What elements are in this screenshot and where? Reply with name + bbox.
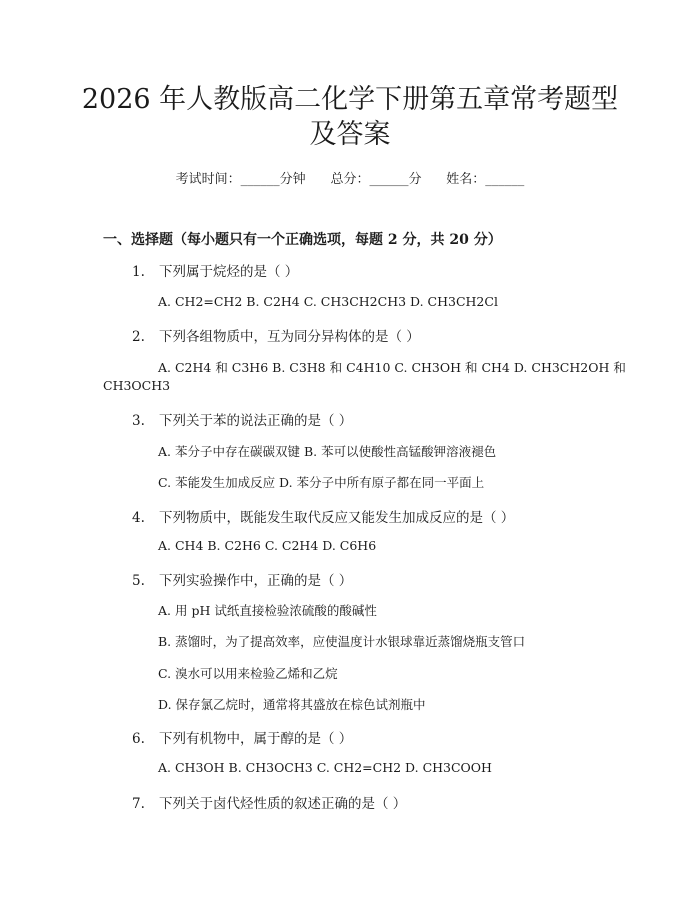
section-heading-multiple-choice: 一、选择题（每小题只有一个正确选项，每题 2 分，共 20 分） bbox=[103, 232, 502, 248]
page-title-line-1: 2026 年人教版高二化学下册第五章常考题型 bbox=[81, 84, 619, 115]
exam-time-field: 考试时间：______分钟 bbox=[175, 172, 306, 187]
question-number: 5. bbox=[132, 573, 145, 589]
question-number: 6. bbox=[132, 731, 145, 747]
exam-meta bbox=[0, 168, 700, 187]
question-5-option-d: D. 保存氯乙烷时，通常将其盛放在棕色试剂瓶中 bbox=[158, 697, 426, 712]
question-number: 4. bbox=[132, 510, 145, 526]
question-number: 1. bbox=[132, 264, 145, 280]
question-text: 下列实验操作中，正确的是（ ） bbox=[159, 573, 353, 589]
question-7 bbox=[132, 792, 406, 812]
question-5-option-c: C. 溴水可以用来检验乙烯和乙烷 bbox=[158, 666, 338, 681]
question-3-options-ab: A. 苯分子中存在碳碳双键 B. 苯可以使酸性高锰酸钾溶液褪色 bbox=[158, 444, 497, 459]
question-text: 下列关于苯的说法正确的是（ ） bbox=[159, 413, 353, 429]
question-2-options-continued: CH3OCH3 bbox=[103, 378, 171, 393]
question-3-options-cd: C. 苯能发生加成反应 D. 苯分子中所有原子都在同一平面上 bbox=[158, 475, 485, 490]
question-number: 7. bbox=[132, 796, 145, 812]
question-1-options: A. CH2=CH2 B. C2H4 C. CH3CH2CH3 D. CH3CH2Cl bbox=[158, 294, 498, 309]
question-text: 下列属于烷烃的是（ ） bbox=[159, 264, 299, 280]
question-2 bbox=[132, 325, 420, 345]
student-name-field: 姓名：______ bbox=[446, 172, 525, 187]
question-number: 3. bbox=[132, 413, 145, 429]
question-5 bbox=[132, 569, 352, 589]
question-text: 下列关于卤代烃性质的叙述正确的是（ ） bbox=[159, 796, 407, 812]
question-5-option-b: B. 蒸馏时，为了提高效率，应使温度计水银球靠近蒸馏烧瓶支管口 bbox=[158, 634, 526, 649]
question-text: 下列有机物中，属于醇的是（ ） bbox=[159, 731, 353, 747]
question-6-options: A. CH3OH B. CH3OCH3 C. CH2=CH2 D. CH3COOH bbox=[158, 760, 492, 775]
total-score-field: 总分：______分 bbox=[330, 172, 422, 187]
question-3 bbox=[132, 409, 352, 429]
question-4 bbox=[132, 506, 514, 526]
question-text: 下列各组物质中，互为同分异构体的是（ ） bbox=[159, 329, 420, 345]
page-title-line-2: 及答案 bbox=[309, 119, 391, 150]
question-number: 2. bbox=[132, 329, 145, 345]
question-2-options: A. C2H4 和 C3H6 B. C3H8 和 C4H10 C. CH3OH 和 CH4 D. CH3CH2OH 和 bbox=[158, 360, 626, 375]
question-text: 下列物质中，既能发生取代反应又能发生加成反应的是（ ） bbox=[159, 510, 515, 526]
question-4-options: A. CH4 B. C2H6 C. C2H4 D. C6H6 bbox=[158, 538, 377, 553]
question-1 bbox=[132, 260, 298, 280]
question-6 bbox=[132, 727, 352, 747]
question-5-option-a: A. 用 pH 试纸直接检验浓硫酸的酸碱性 bbox=[158, 603, 377, 618]
